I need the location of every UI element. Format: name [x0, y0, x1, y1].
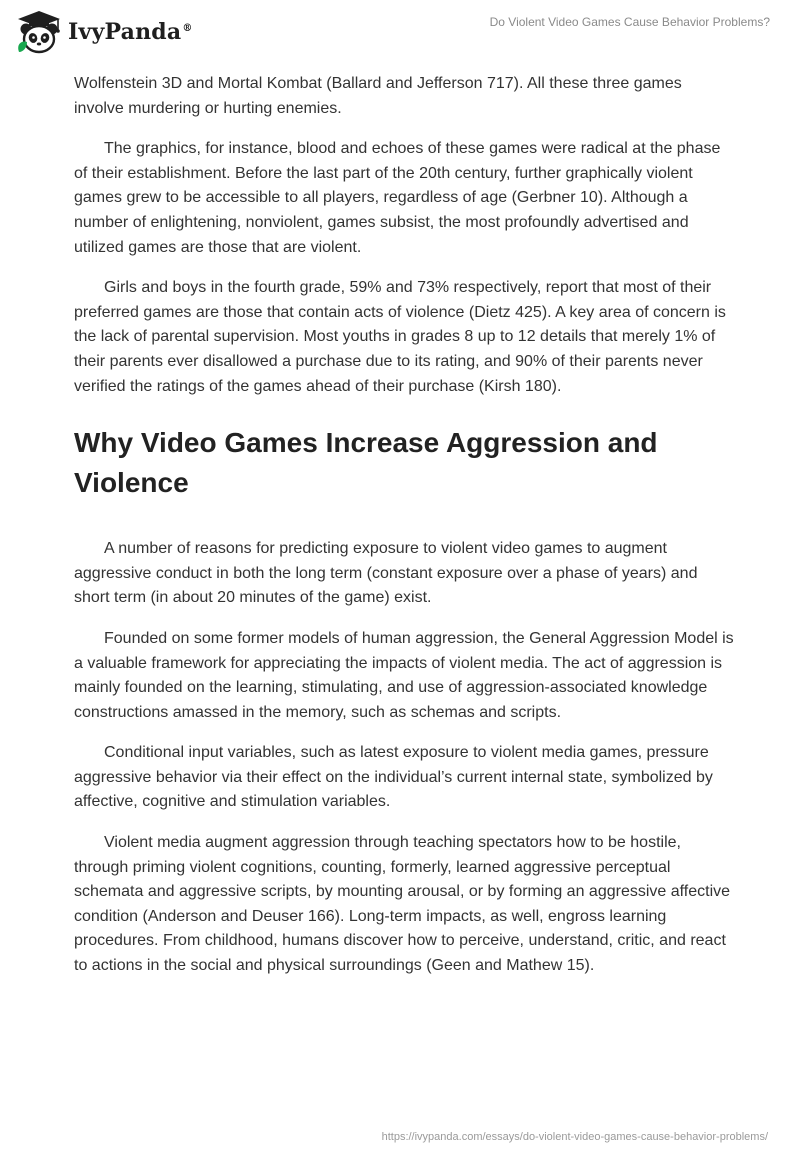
panda-graduate-logo-icon — [14, 8, 64, 58]
essay-content — [74, 72, 734, 995]
paragraph: Violent media augment aggression through teaching spectators how to be hostile, through priming violent cognitions, counting, formerly, learned aggressive perceptual schemata and aggressive scripts, by mounting arousal, or by forming an aggressive affective condition (Anderson and Deuser 166). Long-term impacts, as well, engross learning procedures. From childhood, humans discover how to perceive, understand, critic, and react to actions in the social and physical surroundings (Geen and Mathew 15). — [74, 834, 731, 975]
paragraph: A number of reasons for predicting exposure to violent video games to augment aggressive conduct in both the long term (constant exposure over a phase of years) and short term (in about 20 minutes of the game) exist. — [74, 540, 698, 607]
registered-mark: ® — [182, 22, 193, 34]
paragraph: Conditional input variables, such as latest exposure to violent media games, pressure aggressive behavior via their effect on the individual’s current internal state, symbolized by affective, cognitive and stimulation variables. — [74, 744, 713, 811]
paragraph: Wolfenstein 3D and Mortal Kombat (Ballard and Jefferson 717). All these three games involve murdering or hurting enemies. — [74, 75, 682, 117]
source-url[interactable]: https://ivypanda.com/essays/do-violent-video-games-cause-behavior-problems/ — [381, 1131, 768, 1143]
document-title: Do Violent Video Games Cause Behavior Problems? — [489, 15, 770, 29]
brand-name — [68, 19, 193, 45]
paragraph: Founded on some former models of human aggression, the General Aggression Model is a valuable framework for appreciating the impacts of violent media. The act of aggression is mainly founded on the learning, stimulating, and use of aggression-associated knowledge constructions amassed in the memory, such as schemas and scripts. — [74, 629, 734, 721]
ivypanda-logo[interactable] — [14, 8, 193, 58]
section-heading: Why Video Games Increase Aggression and Violence — [74, 427, 658, 499]
paragraph: The graphics, for instance, blood and echoes of these games were radical at the phase of their establishment. Before the last part of the 20th century, further graphically violent games grew to be accessible to all players, regardless of age (Gerbner 10). Although a number of enlightening, nonviolent, games subsist, the most profoundly advertised and utilized games are those that are violent. — [74, 140, 721, 256]
brand-name-text: IvyPanda — [68, 19, 182, 45]
page-header — [0, 0, 800, 70]
paragraph: Girls and boys in the fourth grade, 59% and 73% respectively, report that most of their preferred games are those that contain acts of violence (Dietz 425). A key area of concern is the lack of parental supervision. Most youths in grades 8 up to 12 details that merely 1% of their parents ever disallowed a purchase due to its rating, and 90% of their parents never verified the ratings of the games ahead of their purchase (Kirsh 180). — [74, 279, 726, 395]
